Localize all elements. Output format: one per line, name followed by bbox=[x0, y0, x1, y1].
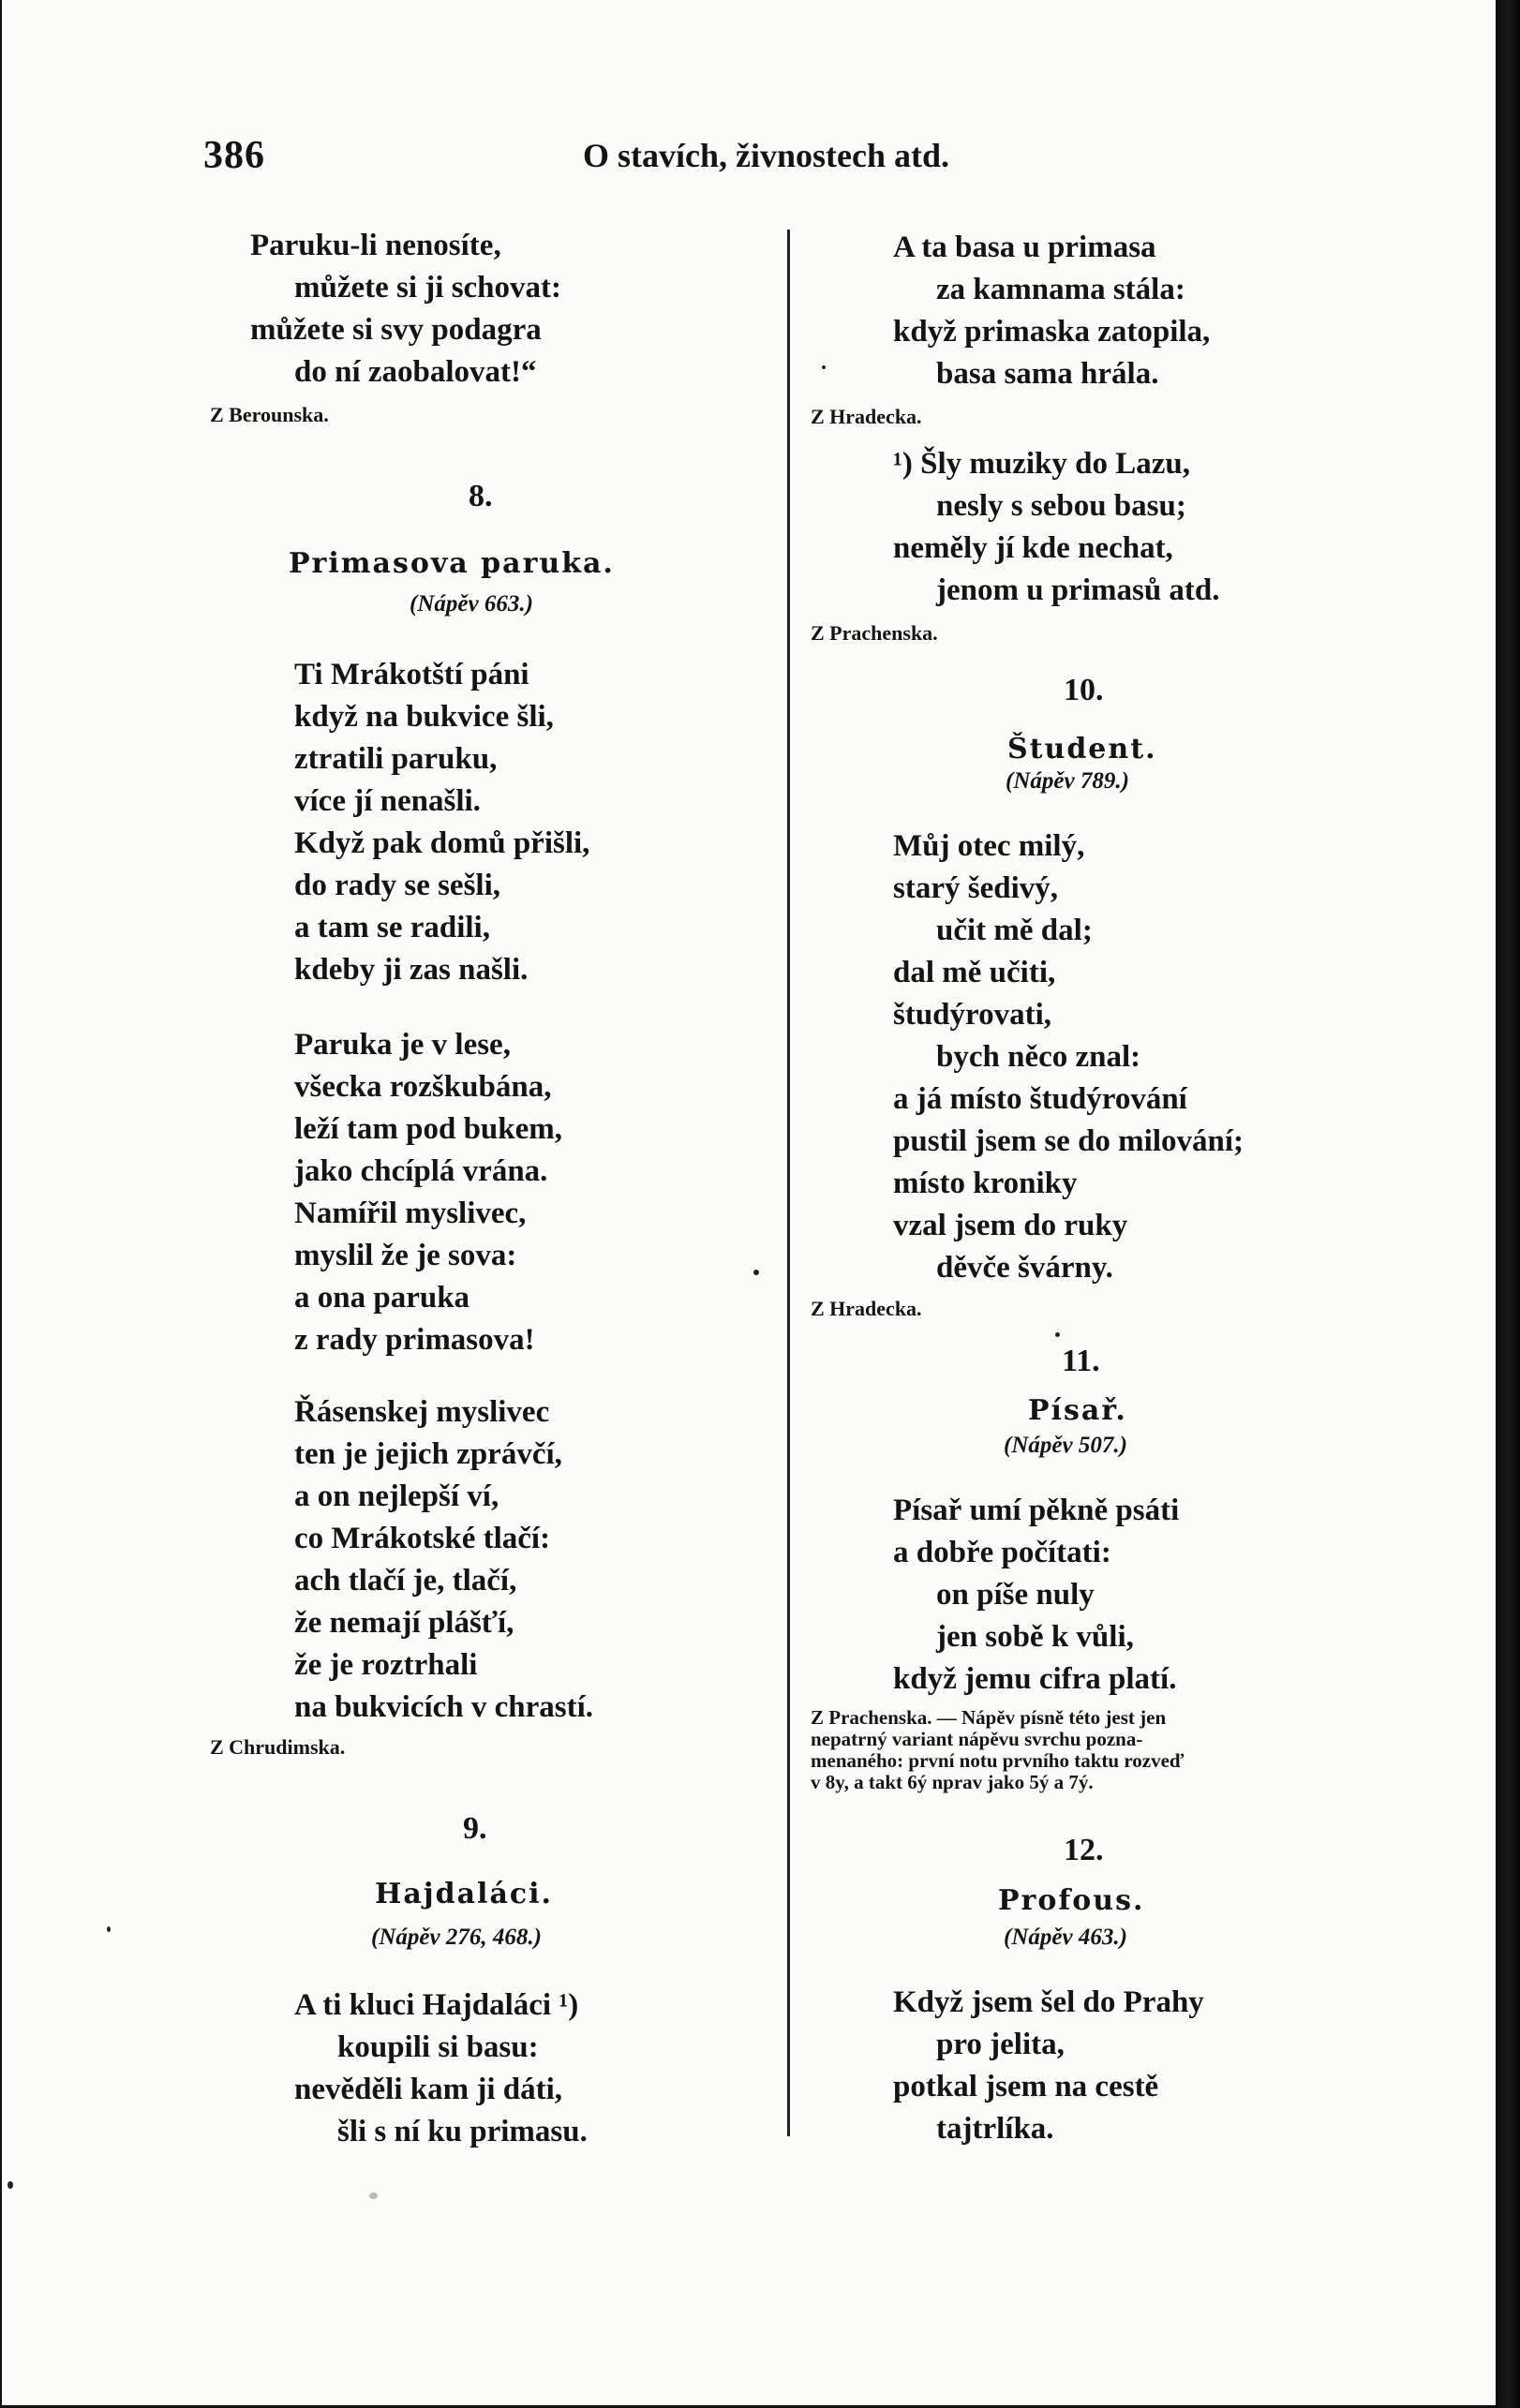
verse-line: ach tlačí je, tlačí, bbox=[294, 1564, 517, 1598]
verse-line: a tam se radili, bbox=[294, 911, 490, 944]
verse-line: do rady se sešli, bbox=[294, 869, 501, 902]
verse-line: kdeby ji zas našli. bbox=[294, 953, 529, 987]
verse-line: Paruku-li nenosíte, bbox=[250, 229, 501, 262]
verse-line: děvče švárny. bbox=[936, 1251, 1113, 1285]
verse-line: když jemu cifra platí. bbox=[893, 1662, 1177, 1696]
verse-line: na bukvicích v chrastí. bbox=[294, 1690, 594, 1724]
song-number: 12. bbox=[1064, 1833, 1104, 1867]
song-number: 10. bbox=[1064, 673, 1104, 707]
verse-line: potkal jsem na cestě bbox=[893, 2070, 1159, 2103]
verse-line: co Mrákotské tlačí: bbox=[294, 1522, 551, 1555]
verse-line: A ti kluci Hajdaláci ¹) bbox=[294, 1988, 579, 2022]
verse-line: leží tam pod bukem, bbox=[294, 1112, 563, 1146]
page-number: 386 bbox=[203, 134, 265, 177]
verse-line: když primaska zatopila, bbox=[893, 315, 1211, 349]
tune-reference: (Nápěv 663.) bbox=[410, 591, 533, 617]
print-speck bbox=[753, 1270, 759, 1275]
song-number: 8. bbox=[469, 479, 493, 513]
source-attribution: Z Chrudimska. bbox=[210, 1735, 346, 1759]
verse-line: že je roztrhali bbox=[294, 1648, 478, 1682]
song-number: 11. bbox=[1062, 1344, 1100, 1378]
scan-edge bbox=[1496, 0, 1520, 2408]
verse-line: do ní zaobalovat!“ bbox=[294, 355, 537, 389]
verse-line: Můj otec milý, bbox=[893, 829, 1085, 863]
source-note-line: v 8y, a takt 6ý nprav jako 5ý a 7ý. bbox=[811, 1771, 1094, 1793]
song-title: Písař. bbox=[1028, 1394, 1127, 1427]
verse-line: pustil jsem se do milování; bbox=[893, 1124, 1244, 1158]
print-speck bbox=[369, 2192, 378, 2199]
verse-line: Paruka je v lese, bbox=[294, 1028, 511, 1062]
source-attribution: Z Hradecka. bbox=[811, 405, 922, 428]
verse-line: A ta basa u primasa bbox=[893, 230, 1156, 264]
tune-reference: (Nápěv 789.) bbox=[1006, 768, 1129, 794]
verse-line: bych něco znal: bbox=[936, 1040, 1141, 1074]
verse-line: můžete si ji schovat: bbox=[294, 271, 562, 305]
verse-line: z rady primasova! bbox=[294, 1323, 535, 1357]
verse-line: ztratili paruku, bbox=[294, 742, 498, 776]
verse-line: koupili si basu: bbox=[337, 2030, 539, 2064]
verse-line: a ona paruka bbox=[294, 1281, 470, 1315]
verse-line: jako chcíplá vrána. bbox=[294, 1154, 548, 1188]
footnote-line: jenom u primasů atd. bbox=[936, 573, 1220, 607]
tune-reference: (Nápěv 507.) bbox=[1004, 1433, 1127, 1458]
verse-line: místo kroniky bbox=[893, 1167, 1078, 1200]
verse-line: myslil že je sova: bbox=[294, 1239, 517, 1272]
column-divider bbox=[787, 230, 790, 2136]
verse-line: Ti Mrákotští páni bbox=[294, 658, 529, 691]
verse-line: basa sama hrála. bbox=[936, 357, 1159, 391]
footnote-line: nesly s sebou basu; bbox=[936, 489, 1186, 523]
source-note-line: Z Prachenska. — Nápěv písně této jest jen bbox=[811, 1706, 1167, 1729]
song-title: Hajdaláci. bbox=[375, 1878, 553, 1910]
verse-line: študýrovati, bbox=[893, 998, 1051, 1032]
verse-line: a dobře počítati: bbox=[893, 1536, 1111, 1569]
verse-line: a já místo študýrování bbox=[893, 1082, 1187, 1116]
verse-line: můžete si svy podagra bbox=[250, 313, 542, 347]
verse-line: Když jsem šel do Prahy bbox=[893, 1985, 1204, 2019]
verse-line: ten je jejich zprávčí, bbox=[294, 1437, 562, 1471]
verse-line: že nemají plášťí, bbox=[294, 1606, 514, 1640]
verse-line: dal mě učiti, bbox=[893, 956, 1056, 989]
verse-line: více jí nenašli. bbox=[294, 784, 481, 818]
verse-line: tajtrlíka. bbox=[936, 2112, 1054, 2146]
verse-line: Písař umí pěkně psáti bbox=[893, 1494, 1180, 1527]
print-speck bbox=[822, 365, 826, 369]
verse-line: šli s ní ku primasu. bbox=[337, 2115, 588, 2148]
source-note-line: menaného: první notu prvního taktu rozveď bbox=[811, 1749, 1185, 1772]
verse-line: učit mě dal; bbox=[936, 914, 1093, 947]
verse-line: jen sobě k vůli, bbox=[936, 1620, 1134, 1654]
verse-line: Řásenskej myslivec bbox=[294, 1395, 550, 1429]
verse-line: on píše nuly bbox=[936, 1578, 1095, 1612]
tune-reference: (Nápěv 463.) bbox=[1004, 1925, 1127, 1950]
print-speck bbox=[107, 1926, 111, 1932]
verse-line: všecka rozškubána, bbox=[294, 1070, 552, 1104]
verse-line: Namířil myslivec, bbox=[294, 1197, 527, 1230]
source-attribution: Z Hradecka. bbox=[811, 1297, 922, 1320]
source-attribution: Z Berounska. bbox=[210, 403, 329, 426]
print-speck bbox=[1055, 1332, 1060, 1337]
footnote-line: ¹) Šly muziky do Lazu, bbox=[893, 447, 1191, 481]
song-number: 9. bbox=[463, 1811, 487, 1846]
verse-line: starý šedivý, bbox=[893, 871, 1058, 905]
verse-line: Když pak domů přišli, bbox=[294, 826, 590, 860]
verse-line: když na bukvice šli, bbox=[294, 700, 554, 734]
print-speck bbox=[7, 2181, 13, 2189]
verse-line: a on nejlepší ví, bbox=[294, 1479, 499, 1513]
verse-line: za kamnama stála: bbox=[936, 273, 1185, 306]
song-title: Primasova paruka. bbox=[289, 547, 615, 580]
source-attribution: Z Prachenska. bbox=[811, 621, 938, 645]
footnote-line: neměly jí kde nechat, bbox=[893, 531, 1173, 565]
running-title: O stavích, živnostech atd. bbox=[583, 137, 949, 174]
tune-reference: (Nápěv 276, 468.) bbox=[371, 1925, 542, 1950]
verse-line: pro jelita, bbox=[936, 2028, 1065, 2061]
verse-line: nevěděli kam ji dáti, bbox=[294, 2073, 562, 2106]
song-title: Profous. bbox=[998, 1884, 1145, 1917]
song-title: Študent. bbox=[1007, 733, 1157, 766]
verse-line: vzal jsem do ruky bbox=[893, 1209, 1128, 1242]
source-note-line: nepatrný variant nápěvu svrchu pozna- bbox=[811, 1728, 1143, 1750]
